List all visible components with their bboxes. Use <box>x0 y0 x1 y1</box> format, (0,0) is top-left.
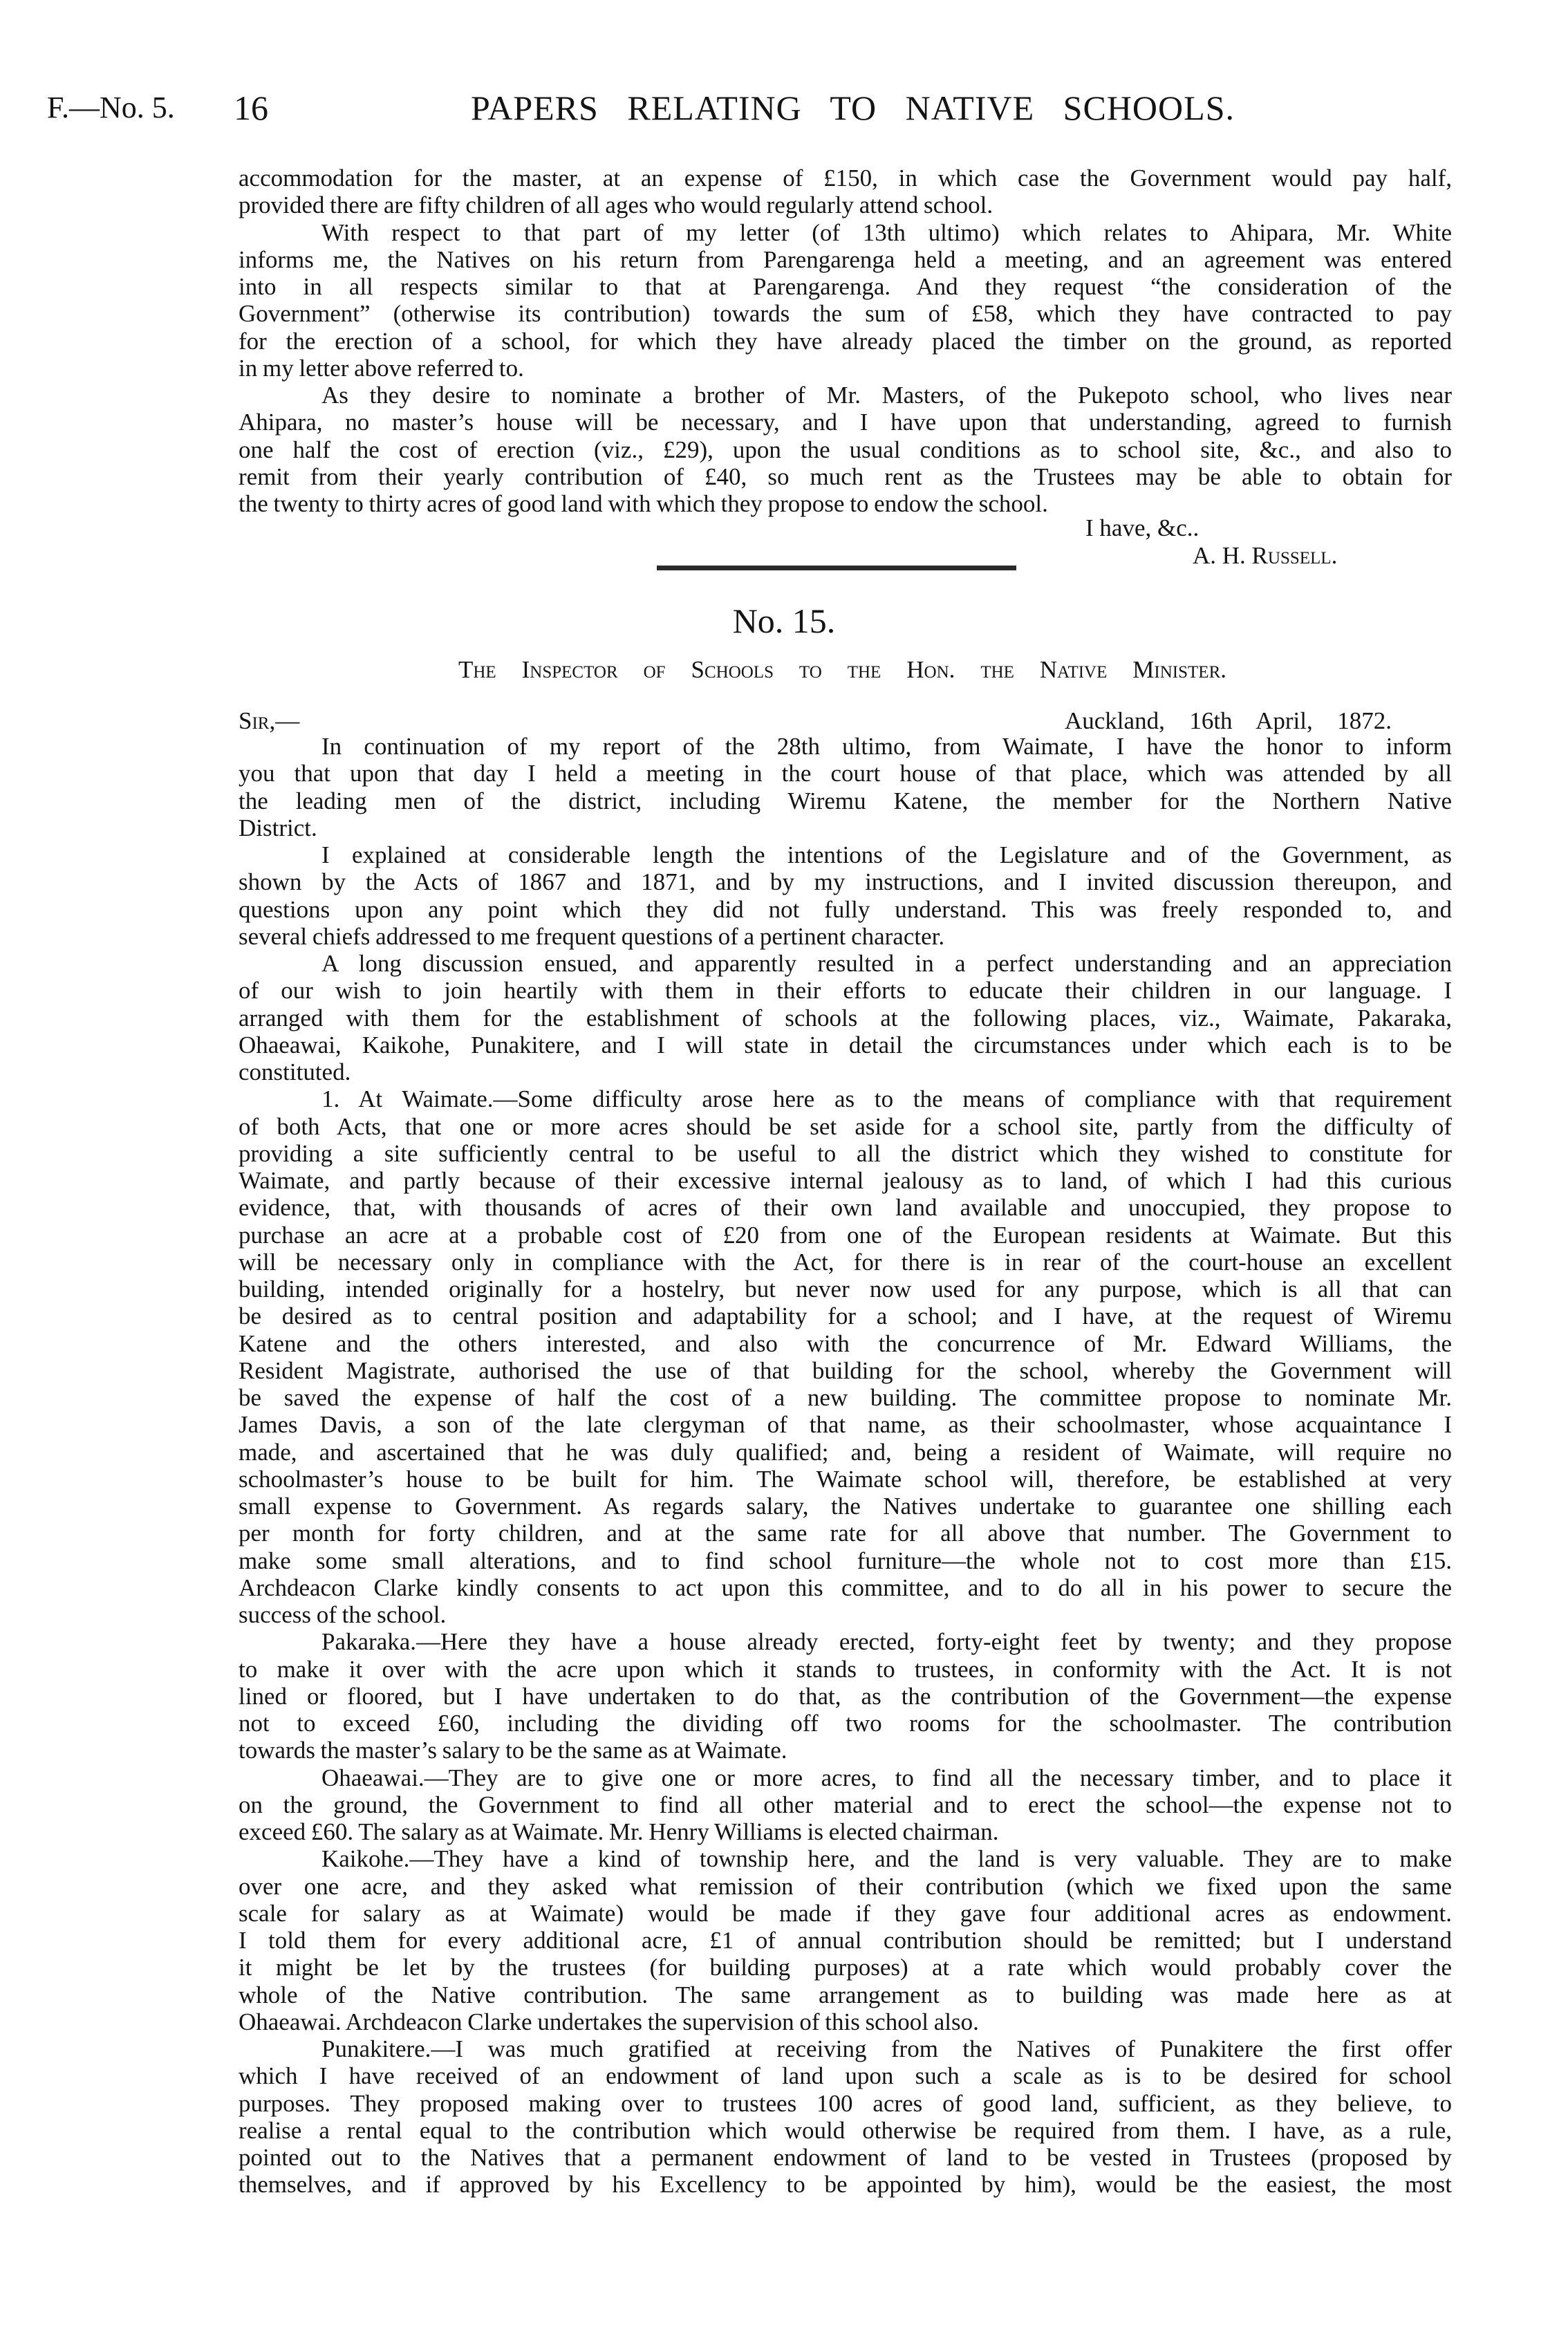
text-line: made, and ascertained that he was duly qualified; and, being a resident of Waimate, will require no <box>239 1438 1452 1466</box>
text-line: schoolmaster’s house to be built for him. The Waimate school will, therefore, be established at very <box>239 1465 1452 1493</box>
text-line: Punakitere.—I was much gratified at receiving from the Natives of Punakitere the first offer <box>321 2035 1452 2062</box>
paragraph <box>239 1764 1452 1846</box>
text-line: of both Acts, that one or more acres should be set aside for a school site, partly from the difficulty of <box>239 1112 1452 1140</box>
text-line: Ohaeawai, Kaikohe, Punakitere, and I will state in detail the circumstances under which each is to be <box>239 1031 1452 1058</box>
text-line: providing a site sufficiently central to be useful to all the district which they wished to constitute for <box>239 1139 1452 1167</box>
text-line: I told them for every additional acre, £1 of annual contribution should be remitted; but I understand <box>239 1927 1452 1954</box>
page-number: 16 <box>234 88 268 127</box>
text-line: on the ground, the Government to find all other material and to erect the school—the expense not to <box>239 1791 1452 1818</box>
text-line: Pakaraka.—Here they have a house already erected, forty-eight feet by twenty; and they propose <box>321 1628 1452 1656</box>
dateline: Auckland, 16th April, 1872. <box>1065 707 1392 734</box>
text-line: 1. At Waimate.—Some difficulty arose here as to the means of compliance with that requirement <box>321 1085 1452 1113</box>
text-line: of our wish to join heartily with them in their efforts to educate their children in our language. I <box>239 977 1452 1005</box>
paragraph <box>239 841 1452 950</box>
paragraph <box>239 1085 1452 1628</box>
text-line: building, intended originally for a hostelry, but never now used for any purpose, which is all that can <box>239 1276 1452 1303</box>
text-line: James Davis, a son of the late clergyman of that name, as their schoolmaster, whose acquaintance I <box>239 1411 1452 1439</box>
text-line: Government” (otherwise its contribution) towards the sum of £58, which they have contracted to pay <box>239 300 1452 328</box>
text-line: informs me, the Natives on his return from Parengarenga held a meeting, and an agreement was entered <box>239 245 1452 273</box>
section-divider <box>657 566 1016 570</box>
text-line: District. <box>239 814 317 841</box>
text-line: provided there are fifty children of all ages who would regularly attend school. <box>239 192 993 219</box>
letter-number: No. 15. <box>732 601 836 640</box>
text-line: the leading men of the district, including Wiremu Katene, the member for the Northern Native <box>239 787 1452 814</box>
paragraph <box>239 1845 1452 2035</box>
text-line: questions upon any point which they did not fully understand. This was freely responded to, and <box>239 895 1452 923</box>
letter-subtitle: The Inspector of Schools to the Hon. the Native Minister. <box>458 656 1226 683</box>
text-line: purchase an acre at a probable cost of £20 from one of the European residents at Waimate. But this <box>239 1221 1452 1249</box>
letter-1-body <box>239 165 1452 517</box>
text-line: As they desire to nominate a brother of Mr. Masters, of the Pukepoto school, who lives near <box>321 382 1452 409</box>
text-line: to make it over with the acre upon which it stands to trustees, in conformity with the Act. It is not <box>239 1655 1452 1683</box>
text-line: accommodation for the master, at an expense of £150, in which case the Government would pay half, <box>239 165 1452 192</box>
paragraph <box>239 2035 1452 2199</box>
text-line: realise a rental equal to the contribution which would otherwise be required from them. I have, as a rule, <box>239 2116 1452 2144</box>
text-line: you that upon that day I held a meeting in the court house of that place, which was attended by all <box>239 760 1452 787</box>
paragraph <box>239 1628 1452 1764</box>
text-line: scale for salary as at Waimate) would be made if they gave four additional acres as endowment. <box>239 1899 1452 1927</box>
text-line: Ohaeawai.—They are to give one or more acres, to find all the necessary timber, and to place it <box>321 1764 1452 1791</box>
text-line: will be necessary only in compliance with the Act, for there is in rear of the court-house an excellent <box>239 1248 1452 1276</box>
closing: I have, &c.. <box>1085 514 1200 541</box>
signature: A. H. Russell. <box>1193 542 1338 569</box>
text-line: several chiefs addressed to me frequent questions of a pertinent character. <box>239 922 945 950</box>
text-line: In continuation of my report of the 28th ultimo, from Waimate, I have the honor to inform <box>321 733 1452 760</box>
text-line: With respect to that part of my letter (of 13th ultimo) which relates to Ahipara, Mr. White <box>321 218 1452 246</box>
text-line: Waimate, and partly because of their excessive internal jealousy as to land, of which I had this curious <box>239 1167 1452 1194</box>
text-line: be desired as to central position and adaptability for a school; and I have, at the request of Wiremu <box>239 1303 1452 1330</box>
text-line: lined or floored, but I have undertaken to do that, as the contribution of the Government—the expense <box>239 1682 1452 1710</box>
paragraph <box>239 165 1452 219</box>
text-line: I explained at considerable length the intentions of the Legislature and of the Government, as <box>321 841 1452 868</box>
text-line: make some small alterations, and to find school furniture—the whole not to cost more than £15. <box>239 1547 1452 1574</box>
running-title: PAPERS RELATING TO NATIVE SCHOOLS. <box>471 88 1235 127</box>
salutation: Sir,— <box>239 707 300 734</box>
text-line: into in all respects similar to that at Parengarenga. And they request “the consideration of the <box>239 273 1452 300</box>
paragraph <box>239 382 1452 517</box>
text-line: A long discussion ensued, and apparently resulted in a perfect understanding and an appreciation <box>321 950 1452 977</box>
text-line: small expense to Government. As regards salary, the Natives undertake to guarantee one shilling each <box>239 1493 1452 1520</box>
document-reference: F.—No. 5. <box>47 91 175 124</box>
text-line: not to exceed £60, including the dividing off two rooms for the schoolmaster. The contribution <box>239 1710 1452 1737</box>
paragraph <box>239 733 1452 841</box>
text-line: in my letter above referred to. <box>239 354 524 382</box>
text-line: Kaikohe.—They have a kind of township here, and the land is very valuable. They are to make <box>321 1845 1452 1873</box>
text-line: be saved the expense of half the cost of a new building. The committee propose to nominate Mr. <box>239 1384 1452 1411</box>
paragraph <box>239 950 1452 1085</box>
text-line: over one acre, and they asked what remission of their contribution (which we fixed upon the same <box>239 1872 1452 1900</box>
paragraph <box>239 219 1452 382</box>
text-line: which I have received of an endowment of land upon such a scale as is to be desired for school <box>239 2062 1452 2090</box>
text-line: whole of the Native contribution. The same arrangement as to building was made here as at <box>239 1981 1452 2008</box>
text-line: Resident Magistrate, authorised the use of that building for the school, whereby the Government will <box>239 1356 1452 1384</box>
text-line: constituted. <box>239 1058 351 1085</box>
text-line: evidence, that, with thousands of acres of their own land available and unoccupied, they propose to <box>239 1194 1452 1222</box>
text-line: remit from their yearly contribution of £40, so much rent as the Trustees may be able to obtain for <box>239 463 1452 490</box>
text-line: themselves, and if approved by his Excellency to be appointed by him), would be the easiest, the most <box>239 2171 1452 2199</box>
text-line: purposes. They proposed making over to trustees 100 acres of good land, sufficient, as they believe, to <box>239 2089 1452 2117</box>
text-line: Archdeacon Clarke kindly consents to act upon this committee, and to do all in his power to secure the <box>239 1574 1452 1601</box>
text-line: Ohaeawai. Archdeacon Clarke undertakes the supervision of this school also. <box>239 2008 979 2035</box>
text-line: the twenty to thirty acres of good land with which they propose to endow the school. <box>239 490 1048 517</box>
text-line: Ahipara, no master’s house will be necessary, and I have upon that understanding, agreed to furnish <box>239 409 1452 436</box>
text-line: one half the cost of erection (viz., £29), upon the usual conditions as to school site, &c., and also to <box>239 436 1452 463</box>
text-line: arranged with them for the establishment of schools at the following places, viz., Waimate, Pakaraka, <box>239 1004 1452 1032</box>
text-line: Katene and the others interested, and also with the concurrence of Mr. Edward Williams, the <box>239 1329 1452 1357</box>
text-line: per month for forty children, and at the same rate for all above that number. The Government to <box>239 1520 1452 1547</box>
text-line: it might be let by the trustees (for building purposes) at a rate which would probably cover the <box>239 1954 1452 1981</box>
letter-2-body <box>239 733 1452 2199</box>
text-line: pointed out to the Natives that a permanent endowment of land to be vested in Trustees (proposed by <box>239 2144 1452 2171</box>
text-line: success of the school. <box>239 1601 447 1628</box>
text-line: exceed £60. The salary as at Waimate. Mr. Henry Williams is elected chairman. <box>239 1818 999 1845</box>
text-line: for the erection of a school, for which they have already placed the timber on the ground, as reported <box>239 327 1452 355</box>
text-line: shown by the Acts of 1867 and 1871, and by my instructions, and I invited discussion thereupon, and <box>239 868 1452 896</box>
text-line: towards the master’s salary to be the same as at Waimate. <box>239 1737 787 1764</box>
